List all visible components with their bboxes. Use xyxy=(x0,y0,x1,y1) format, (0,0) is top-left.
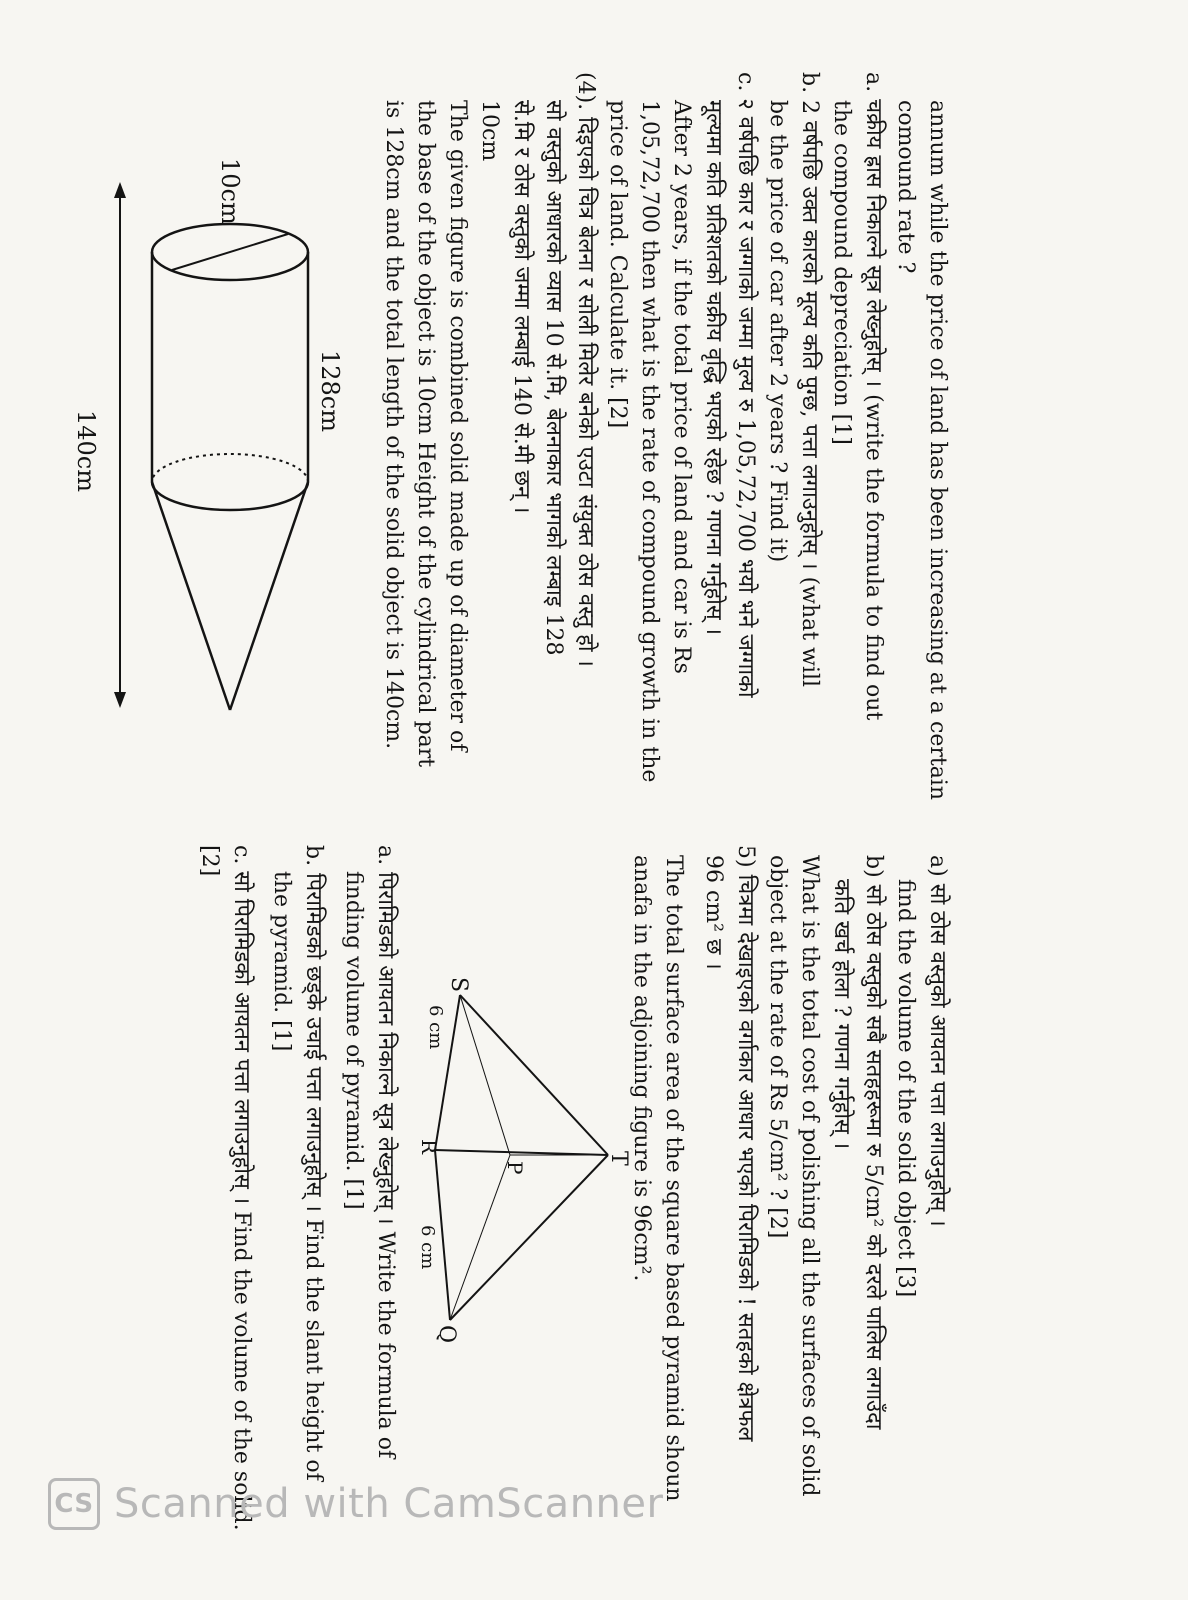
text-line: the base of the object is 10cm Height of the cylindrical part xyxy=(413,100,438,768)
right-column xyxy=(0,845,1040,1575)
vertex-s: S xyxy=(446,977,471,993)
diameter-label: 10cm xyxy=(216,158,244,225)
total-length-label: 140cm xyxy=(72,410,100,493)
slant-line xyxy=(460,995,510,1155)
cylinder-base-hidden xyxy=(152,454,308,482)
left-column xyxy=(0,70,1040,801)
text-line: find the volume of the solid object [3] xyxy=(893,879,918,1298)
edge-ts xyxy=(460,995,608,1155)
text-line: object at the rate of Rs 5/cm² ? [2] xyxy=(765,855,790,1239)
vertex-r: R xyxy=(417,1139,441,1155)
text-line: The total surface area of the square based pyramid shoun xyxy=(661,855,686,1502)
diameter-line xyxy=(172,234,288,270)
camscanner-logo-icon: CS xyxy=(48,1478,100,1530)
edge-tq xyxy=(450,1155,608,1320)
vertex-t: T xyxy=(606,1151,631,1166)
text-line: [2] xyxy=(197,845,222,877)
text-line: से.मि र ठोस वस्तुको जम्मा लम्बाई 140 से.मी छन् । xyxy=(509,100,534,514)
text-line: b. पिरामिडको छड्के उचाई पत्ता लगाउनुहोस् । Find the slant height of xyxy=(301,845,326,1481)
cone-edge-top xyxy=(230,482,308,710)
text-line: सो वस्तुको आधारको व्यास 10 से.मि, बेलनाकार भागको लम्बाइ 128 xyxy=(541,100,566,656)
vertex-q: Q xyxy=(434,1325,459,1344)
text-line: b. 2 वर्षपछि उक्त कारको मूल्य कति पुग्छ, पत्ता लगाउनुहोस् । (what will xyxy=(797,72,822,688)
text-line: c. सो पिरामिडको आयतन पत्ता लगाउनुहोस् । Find the volume of the solid. xyxy=(229,845,254,1531)
text-line: anafa in the adjoining figure is 96cm². xyxy=(629,855,654,1282)
text-line: a) सो ठोस वस्तुको आयतन पत्ता लगाउनुहोस् । xyxy=(925,855,950,1227)
arrow-head-left xyxy=(114,182,126,198)
base-label-right: 6 cm xyxy=(417,1225,438,1270)
cone-edge-bottom xyxy=(152,482,230,710)
cylinder-height-label: 128cm xyxy=(316,350,344,433)
edge-tr xyxy=(435,1150,608,1155)
text-line: a. पिरामिडको आयतन निकाल्ने सूत्र लेख्नुहोस् । Write the formula of xyxy=(373,845,398,1459)
cylinder-cone-figure xyxy=(40,158,344,730)
cylinder-base-front xyxy=(152,482,308,510)
text-line: the pyramid. [1] xyxy=(269,871,294,1052)
watermark-text: Scanned with CamScanner xyxy=(114,1481,664,1527)
text-line: After 2 years, if the total price of land and car is Rs xyxy=(669,100,694,674)
arrow-head-right xyxy=(114,692,126,708)
text-line: is 128cm and the total length of the solid object is 140cm. xyxy=(381,100,406,750)
text-line: 96 cm² छ । xyxy=(701,855,726,970)
text-line: What is the total cost of polishing all the surfaces of solid xyxy=(797,855,822,1497)
camscanner-watermark xyxy=(48,1478,663,1530)
text-line: price of land. Calculate it. [2] xyxy=(605,100,630,429)
text-line: annum while the price of land has been increasing at a certain xyxy=(925,100,950,801)
point-p: P xyxy=(503,1161,527,1175)
hidden-line xyxy=(450,1155,510,1320)
text-line: finding volume of pyramid. [1] xyxy=(341,871,366,1210)
text-line: कति खर्च होला ? गणना गर्नुहोस् । xyxy=(829,879,854,1150)
text-line: the compound depreciation [1] xyxy=(829,100,854,445)
base-label-left: 6 cm xyxy=(425,1005,446,1050)
text-line: मूल्यमा कति प्रतिशतको चक्रीय वृद्धि भएको रहेछ ? गणना गर्नुहोस् । xyxy=(701,100,726,636)
text-line: comound rate ? xyxy=(893,100,918,274)
pyramid-figure xyxy=(417,975,631,1375)
text-line: The given figure is combined solid made up of diameter of xyxy=(445,100,470,752)
text-line: c. २ वर्षपछि कार र जग्गाको जम्मा मुल्य रु 1,05,72,700 भयो भने जग्गाको xyxy=(733,72,758,698)
text-line: (4). दिइएको चित्र बेलना र सोली मिलेर बनेको एउटा संयुक्त ठोस वस्तु हो । xyxy=(573,72,598,667)
text-line: 5) चित्रमा देखाइएको वर्गाकार आधार भएको पिरामिडको ! सतहको क्षेत्रफल xyxy=(733,845,758,1442)
text-line: a. चक्रीय ह्रास निकाल्ने सूत्र लेख्नुहोस् । (write the formula to find out xyxy=(861,72,886,721)
text-line: 1,05,72,700 then what is the rate of compound growth in the xyxy=(637,100,662,783)
text-line: 10cm xyxy=(477,100,502,162)
text-line: be the price of car after 2 years ? Find it) xyxy=(765,100,790,563)
text-line: b) सो ठोस वस्तुको सबै सतहहरूमा रु 5/cm² को दरले पालिस लगाउँदा xyxy=(861,855,886,1430)
